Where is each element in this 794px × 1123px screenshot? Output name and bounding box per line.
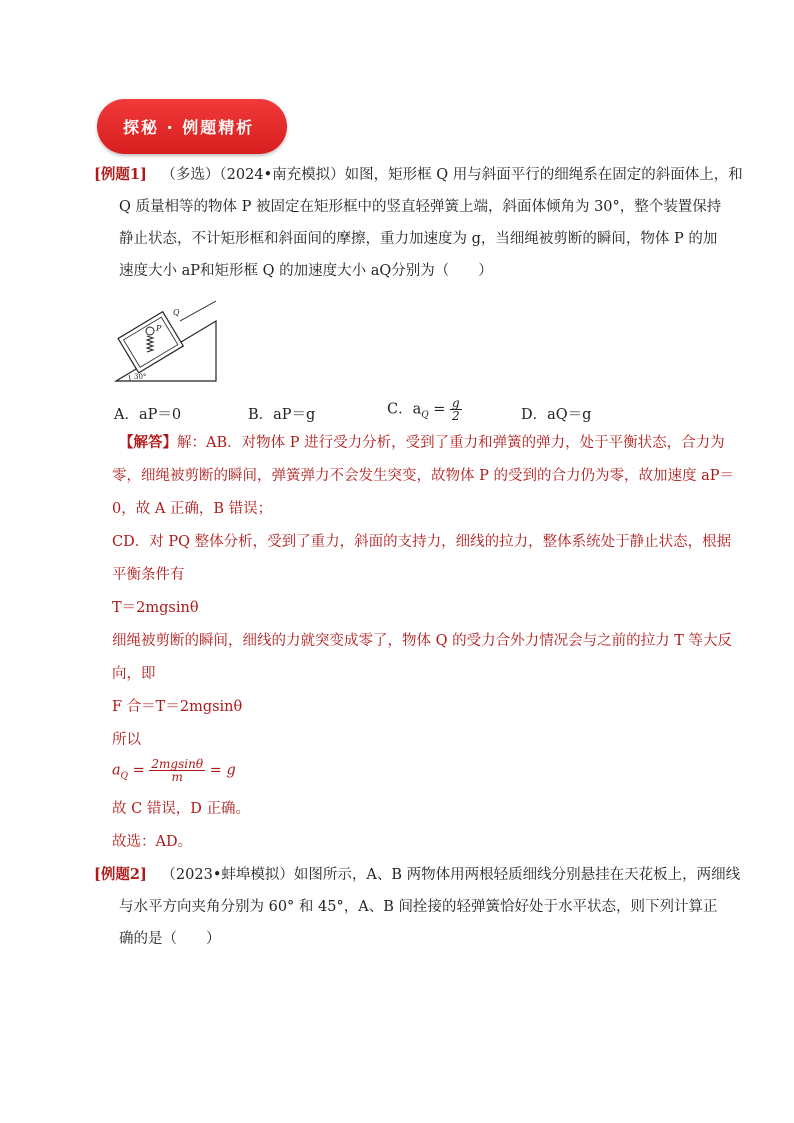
option-c: C．$a_Q$ = $\frac{g}{2}$ xyxy=(387,396,460,423)
incline-figure xyxy=(112,293,222,385)
solution-line-1: 【解答】解：AB．对物体 P 进行受力分析，受到了重力和弹簧的弹力，处于平衡状态，合力为 xyxy=(119,434,725,451)
example1-first-line xyxy=(94,165,743,185)
solution-formula: $a_Q$ = $\frac{2mgsin\theta}{m}$ = g xyxy=(112,757,236,784)
solution-line-3: 0，故 A 正确，B 错误； xyxy=(112,501,273,517)
section-badge xyxy=(97,99,287,154)
solution-line-7: 细绳被剪断的瞬间，细线的力就突变成零了，物体 Q 的受力合外力情况会与之前的拉力 T 等大反 xyxy=(112,633,732,649)
solution-tag: 【解答】 xyxy=(119,434,177,451)
solution-after-2: 故选：AD。 xyxy=(112,834,193,850)
solution-line-6: T＝2mgsinθ xyxy=(112,600,199,616)
label-q: Q xyxy=(173,308,180,317)
solution-line-8: 向，即 xyxy=(112,666,156,682)
example2-text-line-3: 确的是（ ） xyxy=(119,931,221,947)
rope-line xyxy=(180,301,216,321)
example1-text-line-1: （多选）（2024•南充模拟）如图，矩形框 Q 用与斜面平行的细绳系在固定的斜面体上，和 xyxy=(161,167,743,183)
section-badge-label: 探秘 · 例题精析 xyxy=(123,118,255,137)
example1-tag: [例题1] xyxy=(94,166,147,183)
example1-text-line-3: 静止状态，不计矩形框和斜面间的摩擦，重力加速度为 g，当细绳被剪断的瞬间，物体 P 的加 xyxy=(119,231,718,247)
object-p xyxy=(146,327,154,335)
example2-first-line xyxy=(94,865,740,885)
option-b: B．aP＝g xyxy=(248,407,316,423)
option-a: A．aP＝0 xyxy=(114,407,182,423)
solution-line-10: 所以 xyxy=(112,732,141,748)
example2-tag: [例题2] xyxy=(94,866,147,883)
angle-label: 30° xyxy=(134,373,147,381)
solution-line-9: F 合＝T＝2mgsinθ xyxy=(112,699,243,715)
example1-text-line-4: 速度大小 aP和矩形框 Q 的加速度大小 aQ分别为（ ） xyxy=(119,263,493,279)
example2-text-line-1: （2023•蚌埠模拟）如图所示，A、B 两物体用两根轻质细线分别悬挂在天花板上，两细线 xyxy=(161,867,741,883)
solution-line-4: CD．对 PQ 整体分析，受到了重力，斜面的支持力，细线的拉力，整体系统处于静止状态，根据 xyxy=(112,534,732,550)
example1-text-line-2: Q 质量相等的物体 P 被固定在矩形框中的竖直轻弹簧上端，斜面体倾角为 30°，整个装置保持 xyxy=(119,199,722,215)
example2-text-line-2: 与水平方向夹角分别为 60° 和 45°，A、B 间拴接的轻弹簧恰好处于水平状态，则下列计算正 xyxy=(119,899,718,915)
label-p: P xyxy=(156,324,162,333)
solution-line-5: 平衡条件有 xyxy=(112,567,185,583)
option-d: D．aQ＝g xyxy=(521,407,592,423)
solution-after-1: 故 C 错误，D 正确。 xyxy=(112,801,251,817)
solution-line-2: 零，细绳被剪断的瞬间，弹簧弹力不会发生突变，故物体 P 的受到的合力仍为零，故加速度 aP＝ xyxy=(112,468,734,484)
